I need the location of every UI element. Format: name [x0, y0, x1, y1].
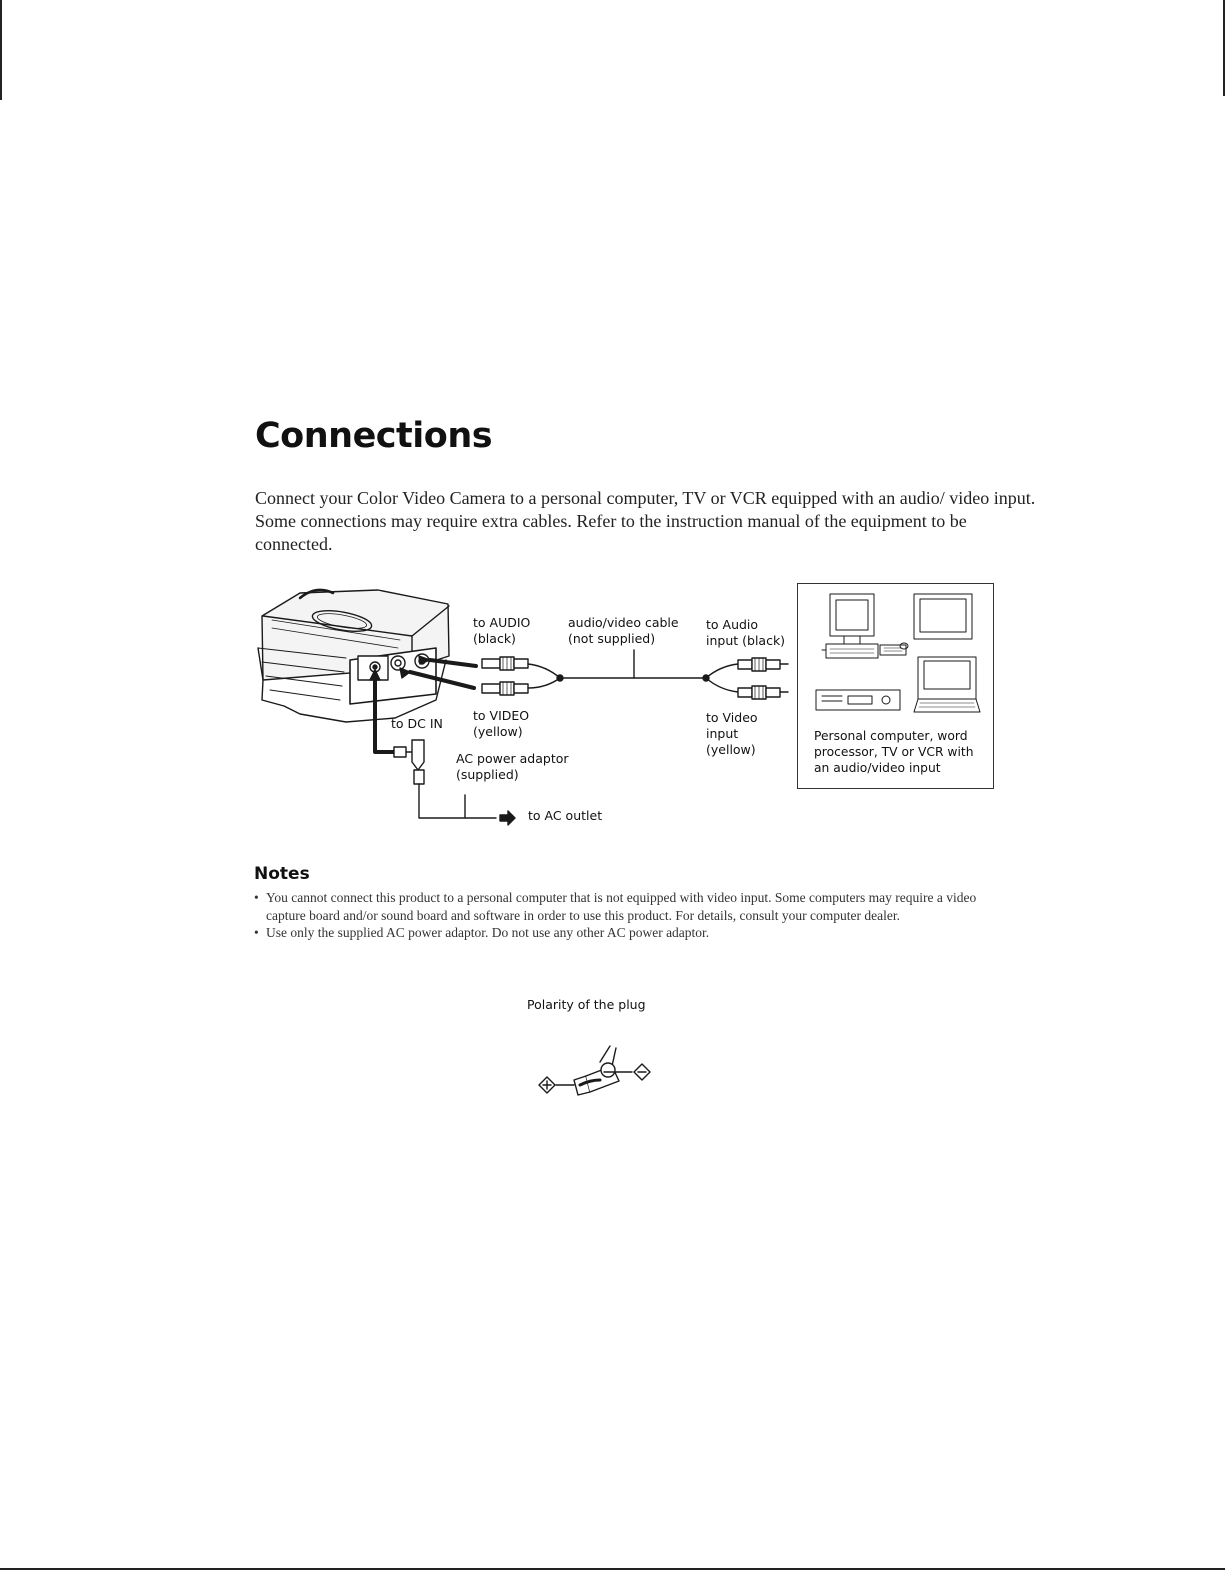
av-cable: [528, 650, 788, 699]
page-title: Connections: [255, 416, 493, 456]
note-item: • You cannot connect this product to a personal computer that is not equipped with video input. Some computers may require a video capture board and/or sound board and software in order to use this product. For details, consult your computer dealer.: [254, 889, 999, 924]
polarity-caption: Polarity of the plug: [527, 997, 646, 1012]
label-to-dc-in: to DC IN: [391, 716, 443, 731]
label-av-cable: audio/video cable (not supplied): [568, 615, 679, 646]
label-ac-adaptor: AC power adaptor (supplied): [456, 751, 569, 782]
label-to-video: to VIDEO (yellow): [473, 708, 530, 739]
notes-heading: Notes: [254, 864, 310, 884]
label-to-audio: to AUDIO (black): [473, 615, 531, 646]
equipment-box: [797, 583, 994, 789]
label-to-audio-input: to Audio input (black): [706, 617, 786, 648]
intro-paragraph: Connect your Color Video Camera to a personal computer, TV or VCR equipped with an audio/ video input. Some connections may require extra cables. Refer to the instruction manual of the equipment to be connected.: [255, 488, 1036, 554]
note-item: • Use only the supplied AC power adaptor. Do not use any other AC power adaptor.: [254, 924, 999, 942]
notes-list: [254, 889, 999, 942]
label-to-ac-outlet: to AC outlet: [528, 808, 603, 823]
equipment-caption: Personal computer, word processor, TV or VCR with an audio/video input: [814, 729, 974, 775]
label-to-video-input: to Video input (yellow): [706, 710, 758, 757]
polarity-plug-drawing: [539, 1046, 650, 1095]
